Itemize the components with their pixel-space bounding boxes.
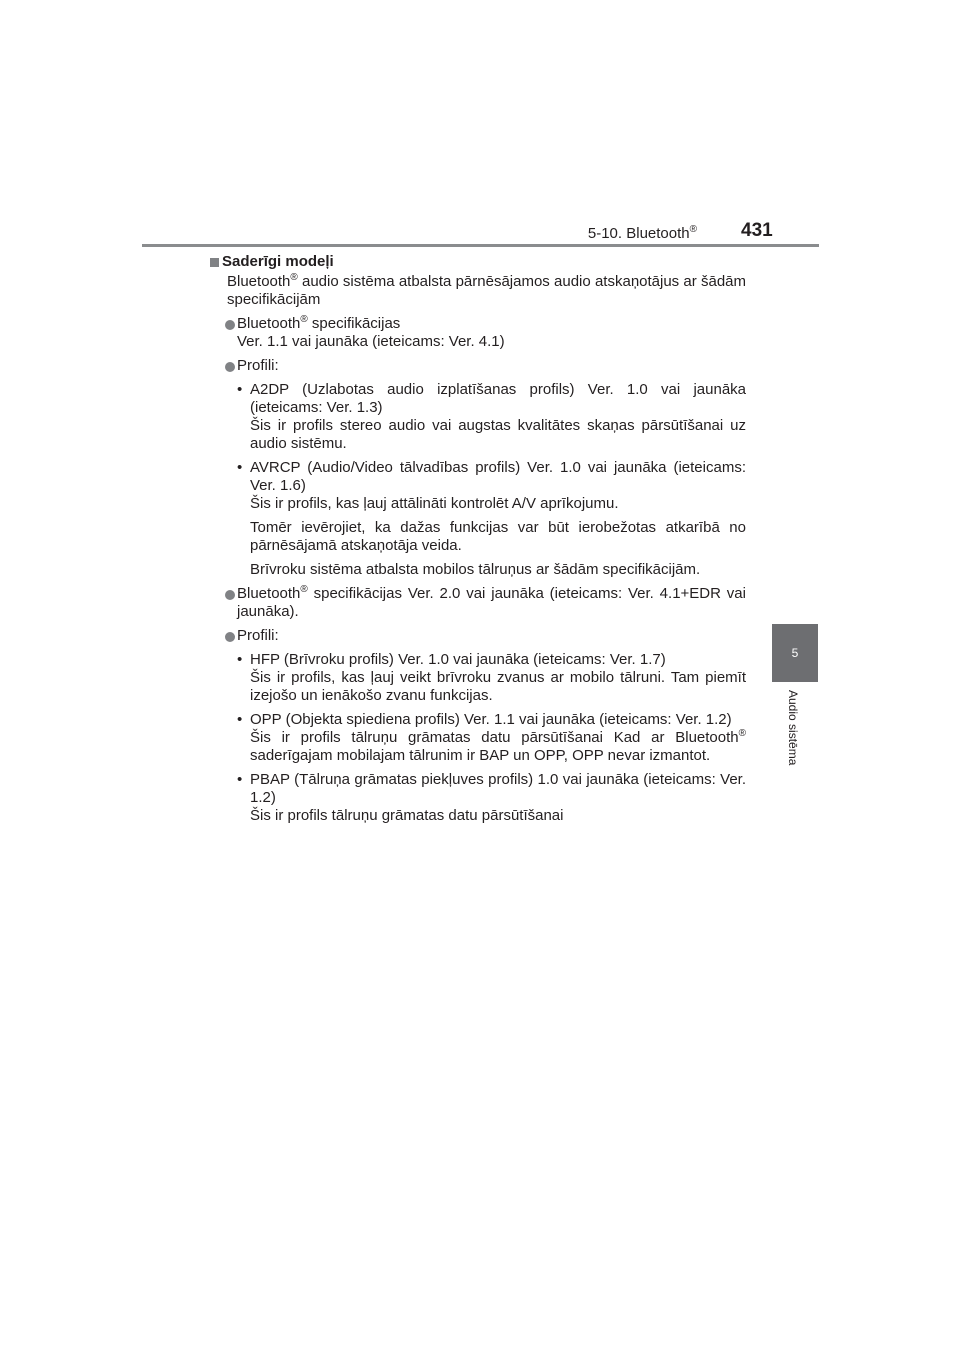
registered-mark: ® <box>290 272 298 283</box>
profile-text: OPP (Objekta spiediena profils) Ver. 1.1 vai jaunāka (ieteicams: Ver. 1.2) <box>250 711 732 728</box>
sub-bullet-marker: • <box>237 651 243 668</box>
note-paragraph: Tomēr ievērojiet, ka dažas funkcijas var būt ierobežotas atkarībā no pārnēsājamā atskaņotāja veida. <box>250 519 746 554</box>
circle-bullet-icon <box>225 632 235 642</box>
sub-bullet-marker: • <box>237 381 243 398</box>
profile-description: Šis ir profils tālruņu grāmatas datu pārsūtīšanai <box>250 807 564 824</box>
profile-description: Šis ir profils stereo audio vai augstas kvalitātes skaņas pārsūtīšanai uz audio sistēmu. <box>250 417 746 452</box>
page-number: 431 <box>741 220 773 241</box>
handsfree-paragraph: Brīvroku sistēma atbalsta mobilos tālruņus ar šādām specifikācijām. <box>250 561 701 578</box>
bullet-profiles-audio <box>210 357 746 375</box>
bullet-text-a: Bluetooth <box>237 585 301 602</box>
profile-text: A2DP (Uzlabotas audio izplatīšanas profils) Ver. 1.0 vai jaunāka (ieteicams: Ver. 1.3) <box>250 381 746 416</box>
chapter-label: Audio sistēma <box>786 690 800 766</box>
profile-description: Šis ir profils, kas ļauj attālināti kontrolēt A/V aprīkojumu. <box>250 495 619 512</box>
section-heading <box>210 253 746 271</box>
chapter-number: 5 <box>791 646 799 660</box>
profile-text: AVRCP (Audio/Video tālvadības profils) Ver. 1.0 vai jaunāka (ieteicams: Ver. 1.6) <box>250 459 746 494</box>
profile-item-a2dp <box>210 381 746 453</box>
bullet-profiles-phone <box>210 627 746 645</box>
registered-mark: ® <box>738 728 746 739</box>
profile-item-pbap <box>210 771 746 825</box>
bullet-text-b: specifikācijas Ver. 2.0 vai jaunāka (ieteicams: Ver. 4.1+EDR vai jaunāka). <box>237 585 746 620</box>
profile-description-b: saderīgajam mobilajam tālrunim ir BAP un OPP, OPP nevar izmantot. <box>250 747 711 764</box>
registered-mark: ® <box>300 584 308 595</box>
intro-text-a: Bluetooth <box>227 273 291 290</box>
circle-bullet-icon <box>225 362 235 372</box>
section-intro <box>210 273 746 309</box>
bullet-title: Profili: <box>237 627 279 644</box>
profile-text: HFP (Brīvroku profils) Ver. 1.0 vai jaunāka (ieteicams: Ver. 1.7) <box>250 651 666 668</box>
header-title-text: 5-10. Bluetooth <box>587 225 690 242</box>
bullet-title: Profili: <box>237 357 279 374</box>
sub-bullet-marker: • <box>237 711 243 728</box>
profile-item-avrcp <box>210 459 746 513</box>
main-content <box>210 253 746 831</box>
bullet-bluetooth-spec <box>210 315 746 351</box>
registered-mark: ® <box>689 224 697 235</box>
profile-item-hfp <box>210 651 746 705</box>
intro-text-b: audio sistēma atbalsta pārnēsājamos audio atskaņotājus ar šādām specifikācijām <box>227 273 746 308</box>
header-divider <box>142 244 819 247</box>
profile-text: PBAP (Tālruņa grāmatas piekļuves profils) 1.0 vai jaunāka (ieteicams: Ver. 1.2) <box>250 771 746 806</box>
square-bullet-icon <box>210 258 219 267</box>
bullet-version: Ver. 1.1 vai jaunāka (ieteicams: Ver. 4.1) <box>237 333 505 350</box>
chapter-tab <box>772 624 818 682</box>
bullet-title-a: Bluetooth <box>237 315 301 332</box>
profile-description: Šis ir profils, kas ļauj veikt brīvroku zvanus ar mobilo tālruni. Tam piemīt izejošo un ienākošo zvanu funkcijas. <box>250 669 746 704</box>
sub-bullet-marker: • <box>237 459 243 476</box>
profile-item-opp <box>210 711 746 765</box>
bullet-handsfree-spec <box>210 585 746 621</box>
registered-mark: ® <box>300 314 308 325</box>
circle-bullet-icon <box>225 590 235 600</box>
sub-bullet-marker: • <box>237 771 243 788</box>
circle-bullet-icon <box>225 320 235 330</box>
header-section-title <box>588 225 697 242</box>
section-heading-text: Saderīgi modeļi <box>222 253 334 270</box>
profile-description-a: Šis ir profils tālruņu grāmatas datu pārsūtīšanai Kad ar Bluetooth <box>250 729 739 746</box>
bullet-title-b: specifikācijas <box>307 315 401 332</box>
profile-description <box>250 729 746 765</box>
